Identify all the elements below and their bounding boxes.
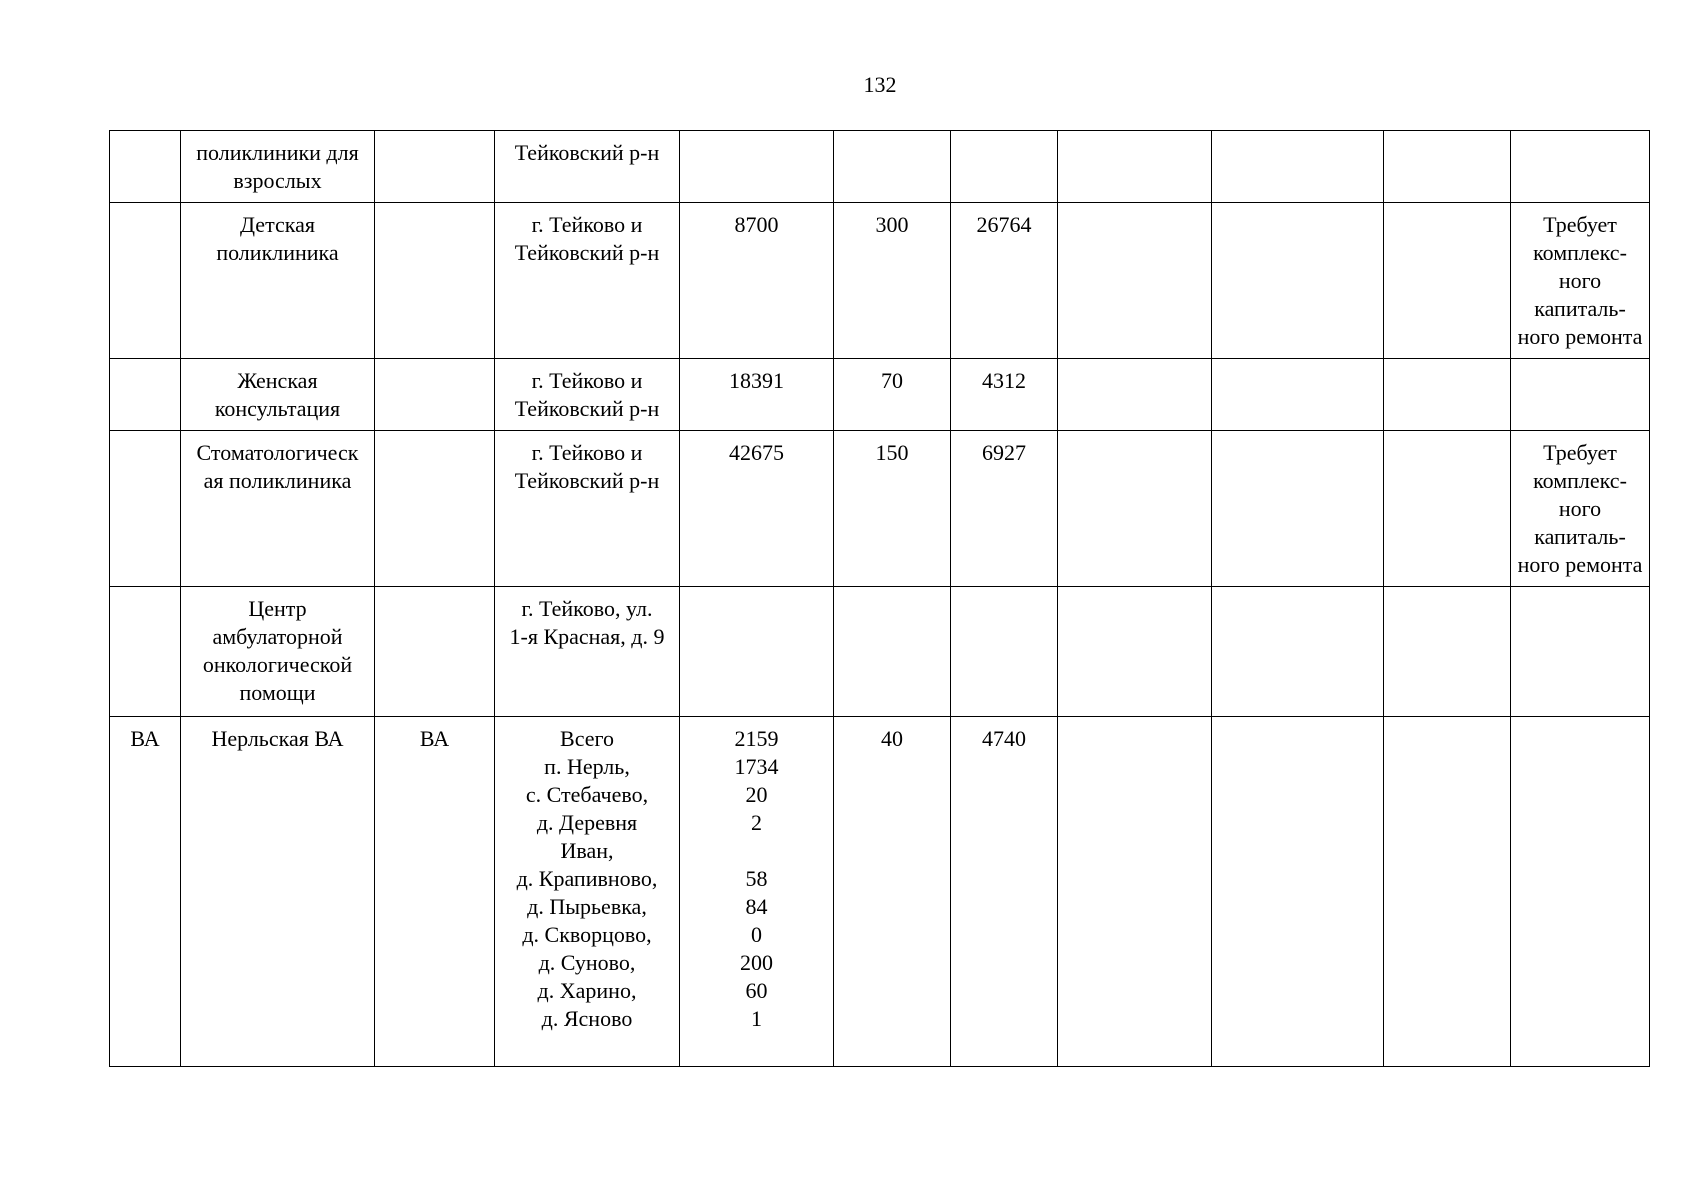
cell-line: г. Тейково и — [531, 368, 643, 393]
empty-cell — [1384, 717, 1511, 1067]
cell-line: 0 — [751, 922, 762, 947]
table-row — [110, 359, 1650, 431]
type-cell — [110, 431, 181, 587]
cell-line: д. Суново, — [538, 950, 636, 975]
cell-line: 1 — [751, 1006, 762, 1031]
facilities-table — [109, 130, 1650, 1067]
type-cell — [110, 359, 181, 431]
value3-cell: 4312 — [951, 359, 1058, 431]
note-cell — [1511, 203, 1650, 359]
cell-line: онкологической — [202, 652, 353, 677]
cell-line: г. Тейково и — [531, 440, 643, 465]
cell-line: 84 — [745, 894, 768, 919]
kind-cell — [375, 587, 495, 717]
cell-line: поликлиника — [216, 240, 339, 265]
table-row — [110, 431, 1650, 587]
cell-line: д. Крапивново, — [516, 866, 658, 891]
cell-line: 8700 — [734, 212, 779, 237]
cell-line: комплекс- — [1533, 240, 1627, 265]
empty-cell — [1384, 587, 1511, 717]
value2-cell — [834, 587, 951, 717]
cell-line: консультация — [214, 396, 341, 421]
empty-cell — [1212, 131, 1384, 203]
value2-cell: 40 — [834, 717, 951, 1067]
kind-cell — [375, 203, 495, 359]
type-cell — [110, 131, 181, 203]
empty-cell — [1058, 131, 1212, 203]
cell-line: г. Тейково и — [531, 212, 643, 237]
kind-cell — [375, 431, 495, 587]
table-row — [110, 587, 1650, 717]
cell-line: 1734 — [734, 754, 779, 779]
name-cell — [181, 359, 375, 431]
cell-line: поликлиники для — [196, 140, 359, 165]
cell-line: с. Стебачево, — [525, 782, 649, 807]
cell-line: п. Нерль, — [544, 754, 630, 779]
locality-cell — [495, 431, 680, 587]
empty-cell — [1212, 203, 1384, 359]
value3-cell: 4740 — [951, 717, 1058, 1067]
name-cell — [181, 587, 375, 717]
cell-line: 18391 — [729, 368, 784, 393]
cell-line: д. Деревня — [536, 810, 638, 835]
cell-line: 1-я Красная, д. 9 — [509, 624, 665, 649]
cell-line: 42675 — [729, 440, 784, 465]
cell-line: 60 — [745, 978, 768, 1003]
cell-line: Всего — [560, 726, 614, 751]
type-cell: ВА — [110, 717, 181, 1067]
cell-line: Иван, — [560, 838, 614, 863]
cell-line: д. Харино, — [537, 978, 637, 1003]
cell-line: ного — [1558, 496, 1602, 521]
value1-cell — [680, 587, 834, 717]
cell-line: Детская — [240, 212, 315, 237]
cell-line: 20 — [745, 782, 768, 807]
cell-line: Женская — [237, 368, 318, 393]
empty-cell — [1058, 717, 1212, 1067]
name-cell: Нерльская ВА — [181, 717, 375, 1067]
value3-cell: 26764 — [951, 203, 1058, 359]
empty-cell — [1384, 359, 1511, 431]
localities-cell — [495, 717, 680, 1067]
cell-line: Тейковский р-н — [514, 396, 660, 421]
cell-line: г. Тейково, ул. — [521, 596, 653, 621]
kind-cell — [375, 359, 495, 431]
value2-cell: 300 — [834, 203, 951, 359]
note-cell — [1511, 587, 1650, 717]
locality-cell — [495, 131, 680, 203]
cell-line: помощи — [239, 680, 316, 705]
cell-line: д. Ясново — [541, 1006, 633, 1031]
cell-line: Тейковский р-н — [514, 140, 660, 165]
note-cell — [1511, 359, 1650, 431]
cell-line: 200 — [740, 950, 773, 975]
populations-cell — [680, 717, 834, 1067]
cell-line: 2159 — [734, 726, 779, 751]
cell-line: д. Пырьевка, — [527, 894, 647, 919]
empty-cell — [1058, 203, 1212, 359]
name-cell — [181, 131, 375, 203]
value3-cell — [951, 131, 1058, 203]
note-cell — [1511, 431, 1650, 587]
cell-line: Требует — [1543, 440, 1617, 465]
type-cell — [110, 587, 181, 717]
cell-line: ного — [1558, 268, 1602, 293]
value3-cell: 6927 — [951, 431, 1058, 587]
cell-line: ая поликлиника — [203, 468, 352, 493]
empty-cell — [1384, 431, 1511, 587]
cell-line: Центр — [248, 596, 307, 621]
kind-cell: ВА — [375, 717, 495, 1067]
empty-cell — [1058, 587, 1212, 717]
cell-line: капиталь- — [1534, 296, 1626, 321]
cell-line: капиталь- — [1534, 524, 1626, 549]
note-cell — [1511, 131, 1650, 203]
value2-cell: 70 — [834, 359, 951, 431]
note-cell — [1511, 717, 1650, 1067]
value1-cell — [680, 359, 834, 431]
type-cell — [110, 203, 181, 359]
value1-cell — [680, 431, 834, 587]
empty-cell — [1212, 359, 1384, 431]
cell-line: взрослых — [233, 168, 322, 193]
name-cell — [181, 203, 375, 359]
value1-cell — [680, 131, 834, 203]
cell-line: комплекс- — [1533, 468, 1627, 493]
table-row — [110, 131, 1650, 203]
locality-cell — [495, 359, 680, 431]
cell-line: Тейковский р-н — [514, 240, 660, 265]
locality-cell — [495, 587, 680, 717]
table-row-va — [110, 717, 1650, 1067]
table-row — [110, 203, 1650, 359]
cell-line: Тейковский р-н — [514, 468, 660, 493]
empty-cell — [1212, 431, 1384, 587]
cell-line: ного ремонта — [1517, 552, 1643, 577]
cell-line: 58 — [745, 866, 768, 891]
value2-cell: 150 — [834, 431, 951, 587]
value2-cell — [834, 131, 951, 203]
empty-cell — [1212, 717, 1384, 1067]
cell-line: ного ремонта — [1517, 324, 1643, 349]
cell-line: д. Скворцово, — [522, 922, 652, 947]
empty-cell — [1384, 203, 1511, 359]
name-cell — [181, 431, 375, 587]
empty-cell — [1058, 359, 1212, 431]
page-number: 132 — [863, 72, 897, 97]
cell-line: амбулаторной — [212, 624, 343, 649]
cell-line: Требует — [1543, 212, 1617, 237]
empty-cell — [1384, 131, 1511, 203]
kind-cell — [375, 131, 495, 203]
empty-cell — [1058, 431, 1212, 587]
cell-line: 2 — [751, 810, 762, 835]
cell-line: Стоматологическ — [196, 440, 359, 465]
cell-line — [682, 837, 831, 865]
value3-cell — [951, 587, 1058, 717]
locality-cell — [495, 203, 680, 359]
empty-cell — [1212, 587, 1384, 717]
value1-cell — [680, 203, 834, 359]
